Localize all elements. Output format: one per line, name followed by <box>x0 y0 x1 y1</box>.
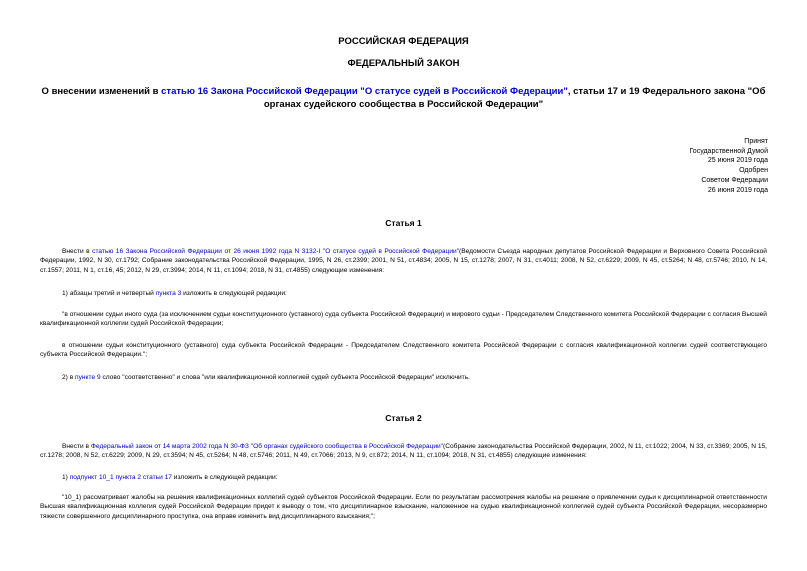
adopted-by: Государственной Думой <box>689 147 768 155</box>
article1-paragraph3: "в отношении судьи иного суда (за исключением судьи конституционного (уставного) суда субъекта Российской Федерации) и мирового судьи - Председателем Следственного комитета Российской Федерации с согласия Высшей квалификационной коллегии судей Российской Федерации; <box>40 311 767 328</box>
a2p1-link[interactable]: Федеральный закон от 14 марта 2002 года N 30-ФЗ "Об органах судейского сообщества в Российской Федерации" <box>90 443 444 450</box>
a1p2-prefix: 1) абзацы третий и четвертый <box>62 290 156 297</box>
a1p2-link[interactable]: пункта 3 <box>155 290 182 297</box>
article1-paragraph2 <box>40 289 767 298</box>
approved-label: Одобрен <box>739 167 768 175</box>
a1p1-link[interactable]: статью 16 Закона Российской Федерации от 26 июня 1992 года N 3132-I "О статусе судей в Российской Федерации" <box>92 248 460 255</box>
a1p1-rest: (Ведомости Съезда народных депутатов Российской Федерации и Верховного Совета Российской Федерации, 1992, N 30, ст.1792; Собрание законодательства Российской Федерации, 1995, N 26, ст.2399; 2001, N 51, ст.4834; 2005, N 15, ст.1278; 2007, N 31, ст.4011; 2008, N 52, ст.6229; 2009, N 45, ст.5264; N 48, ст.5746; 2010, N 14, ст.1557; 2011, N 1, ст.16, 45; 2012, N 29, ст.3994; 2014, N 11, ст.1094; 2018, N 31, ст.4855) следующие изменения: <box>40 248 767 274</box>
law-type-heading: ФЕДЕРАЛЬНЫЙ ЗАКОН <box>347 58 460 69</box>
title-suffix: , статьи 17 и 19 Федерального закона "Об органах судейского сообщества в Российской Федерации" <box>263 86 766 110</box>
law-title <box>40 85 767 111</box>
article1-heading: Статья 1 <box>385 218 422 228</box>
article2-paragraph1 <box>40 442 767 461</box>
article2-paragraph3: "10_1) рассматривает жалобы на решения квалификационных коллегий судей субъектов Российской Федерации. Если по результатам рассмотрения жалобы на решение о привлечении судьи к дисциплинарной ответственности Высшая квалификационная коллегия судей Российской Федерации придет к выводу о том, что дисциплинарное взыскание, наложенное на судью квалификационной коллегией судей субъекта Российской Федерации, несоразмерно тяжести совершенного дисциплинарного проступка, она вправе изменить вид дисциплинарного взыскания;"; <box>40 494 767 520</box>
approved-date: 26 июня 2019 года <box>707 186 768 194</box>
article1-paragraph4: в отношении судьи конституционного (уставного) суда субъекта Российской Федерации - Председателем Следственного комитета Российской Федерации с согласия квалификационной коллегии судей соответствующего субъекта Российской Федерации."; <box>40 342 767 359</box>
a1p1-prefix: Внести в <box>62 248 93 255</box>
a1p5-prefix: 2) в <box>62 374 76 381</box>
title-prefix: О внесении изменений в <box>41 86 162 97</box>
approved-by: Советом Федерации <box>701 176 768 184</box>
article2-paragraph2 <box>40 473 767 482</box>
a1p5-rest: слово "соответственно" и слова "или квалификационной коллегией судей субъекта Российской Федерации" исключить. <box>100 374 470 381</box>
article1-paragraph1 <box>40 247 767 275</box>
a2p1-rest: (Собрание законодательства Российской Федерации, 2002, N 11, ст.1022; 2004, N 33, ст.3369; 2005, N 15, ст.1278; 2008, N 52, ст.6229; 2009, N 29, ст.3594; N 45, ст.5264; N 48, ст.5746; 2011, N 49, ст.7066; 2013, N 9, ст.872; 2014, N 11, ст.1094; 2018, N 31, ст.4855) следующие изменения: <box>40 443 767 460</box>
a1p2-rest: изложить в следующей редакции: <box>181 290 287 297</box>
a2p2-link[interactable]: подпункт 10_1 пункта 2 статьи 17 <box>69 474 172 481</box>
article1-paragraph5 <box>40 373 767 382</box>
adopted-label: Принят <box>744 138 768 145</box>
a1p5-link[interactable]: пункте 9 <box>75 374 101 381</box>
a2p2-prefix: 1) <box>62 474 70 481</box>
title-link-article16[interactable]: статью 16 Закона Российской Федерации "О статусе судей в Российской Федерации" <box>161 86 568 97</box>
adopted-date: 25 июня 2019 года <box>707 157 768 165</box>
adoption-block <box>689 137 768 195</box>
article2-heading: Статья 2 <box>385 413 422 423</box>
country-heading: РОССИЙСКАЯ ФЕДЕРАЦИЯ <box>338 36 469 47</box>
a2p1-prefix: Внести в <box>62 443 91 450</box>
a2p2-rest: изложить в следующей редакции: <box>171 474 278 481</box>
